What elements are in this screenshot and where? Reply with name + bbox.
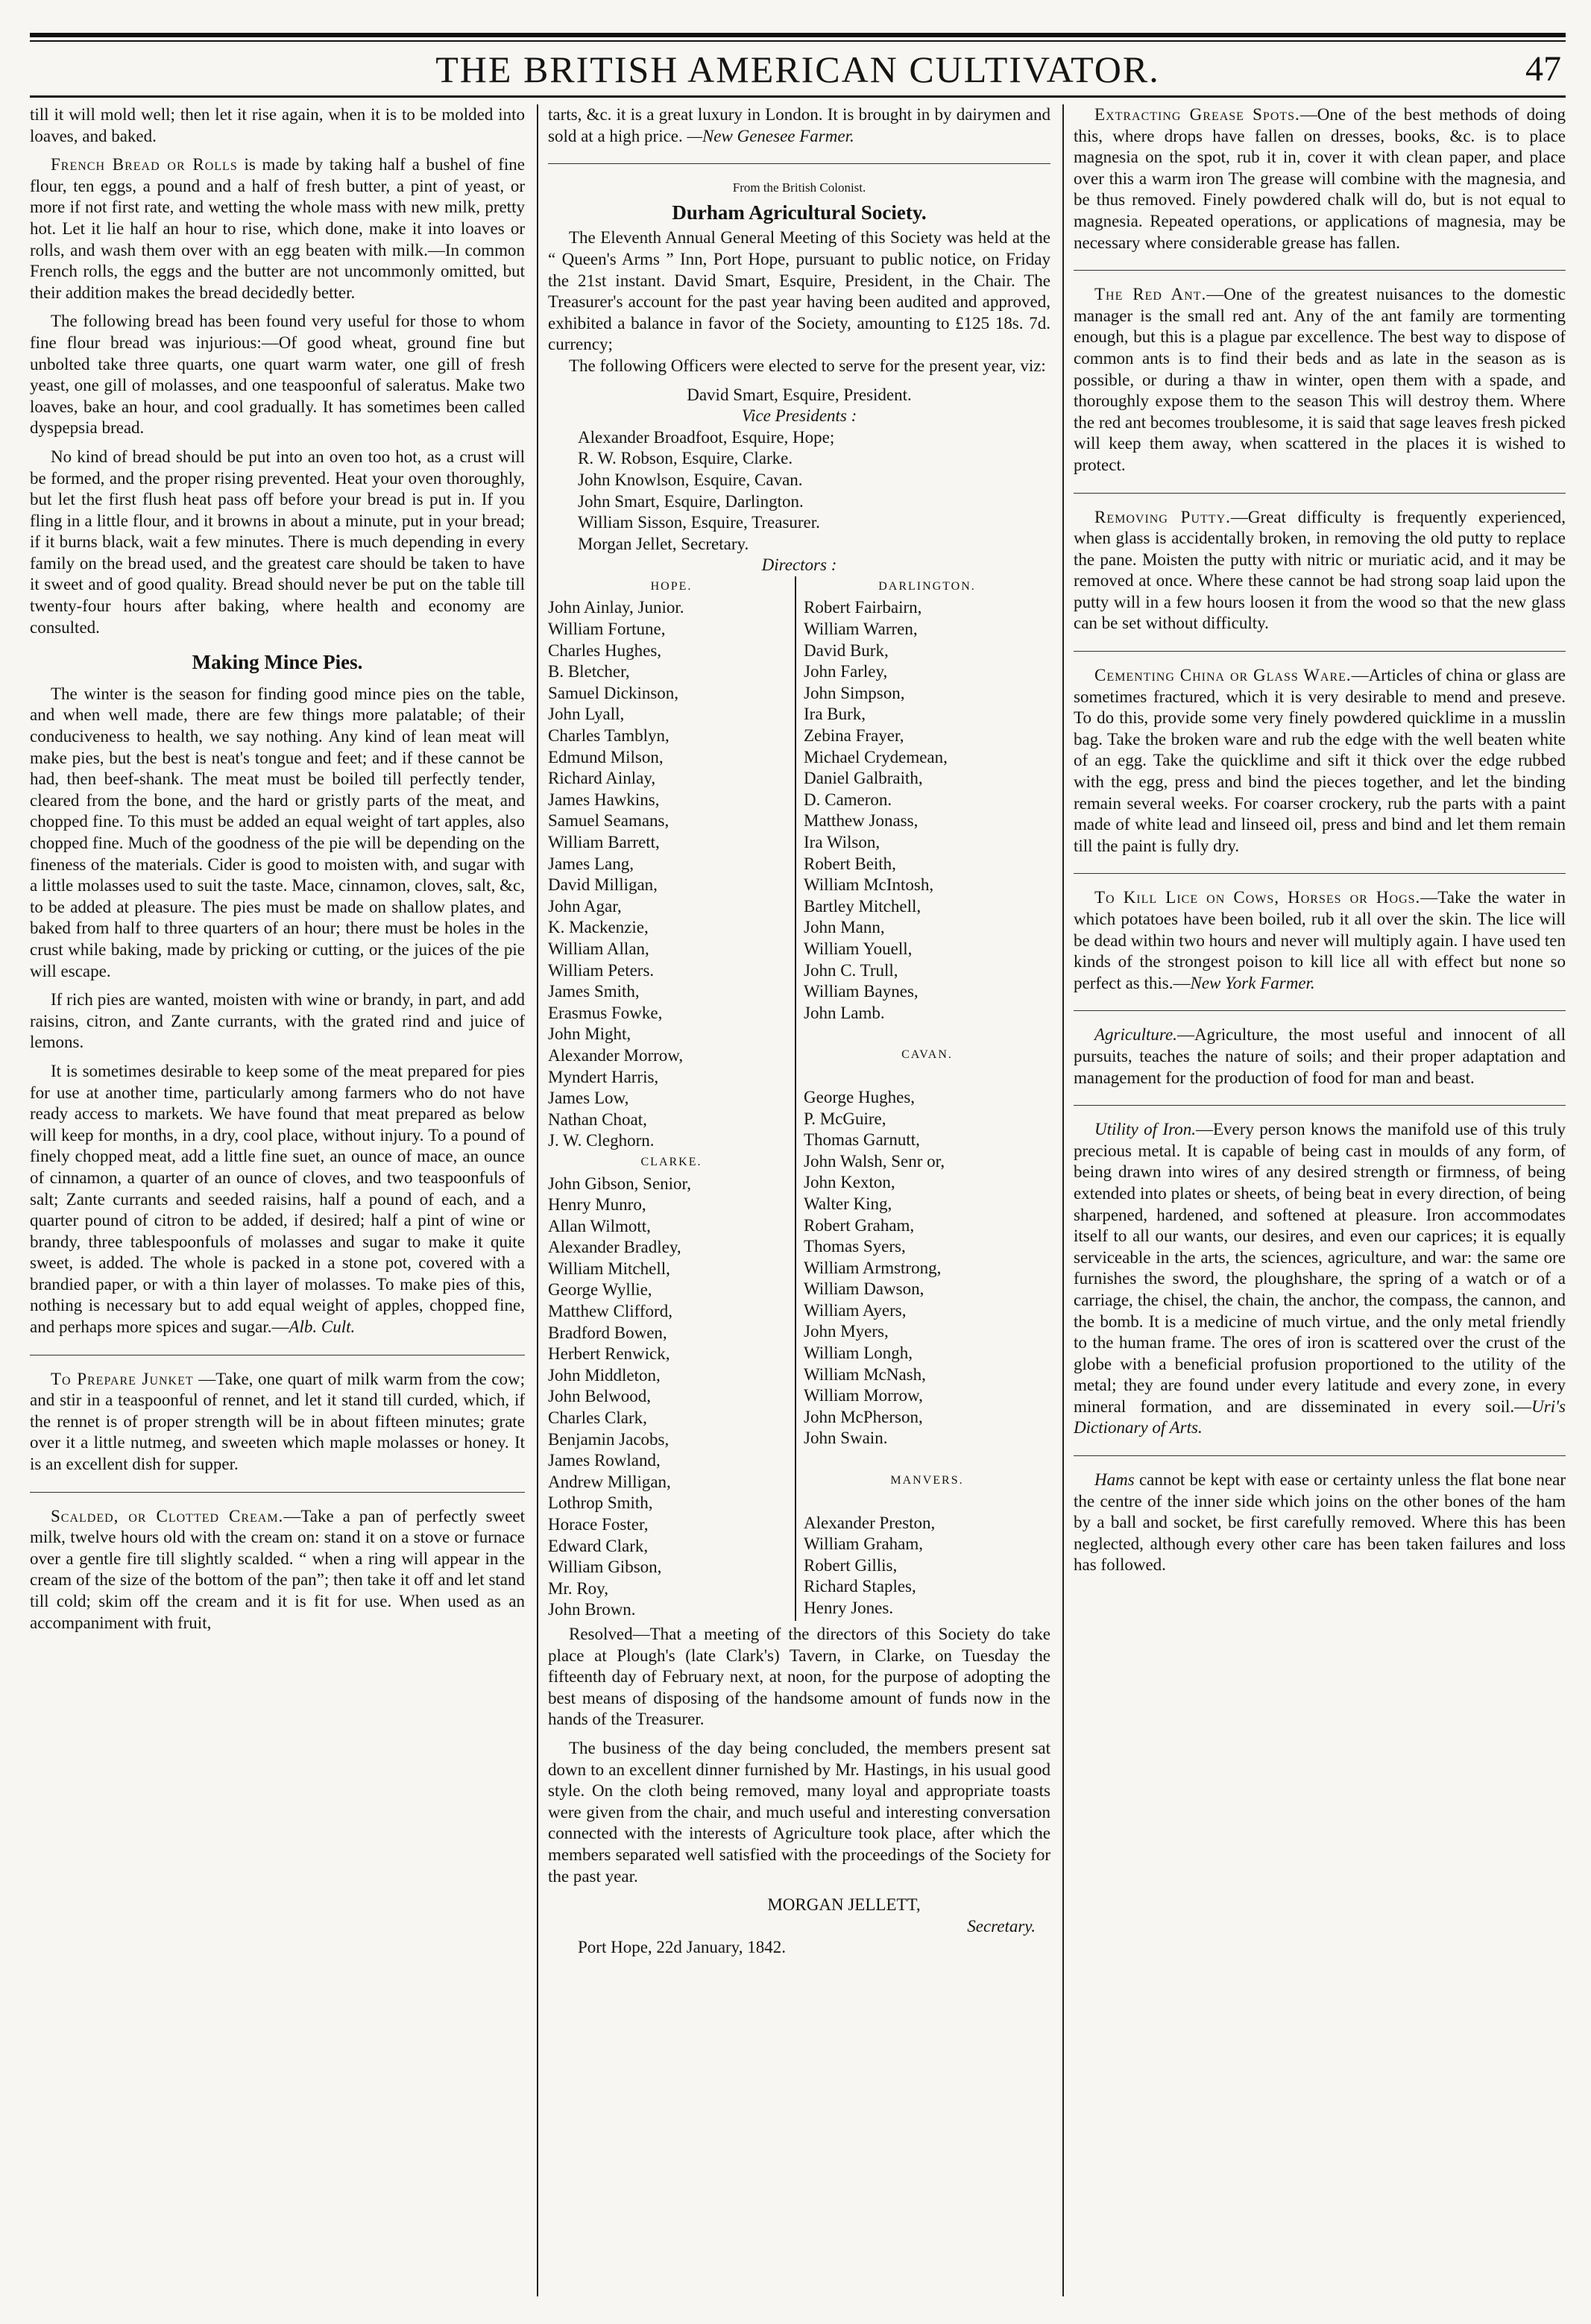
director-name: Benjamin Jacobs, — [548, 1429, 670, 1449]
article-body: —Take the water in which potatoes have been boiled, rub it all over the skin. The lice will be dead within two hours and never will multiply again. I have used ten kinds of the strongest poison to kill lice all with effect but none so perfect as this.— — [1074, 888, 1566, 992]
directors-left-column — [548, 576, 795, 1621]
masthead-title: THE BRITISH AMERICAN CULTIVATOR. — [435, 48, 1160, 90]
director-name: William Allan, — [548, 939, 649, 958]
director-name: Edward Clark, — [548, 1536, 649, 1555]
director-name: John Simpson, — [804, 683, 905, 702]
director-name: William McIntosh, — [804, 875, 934, 895]
director-name: Lothrop Smith, — [548, 1493, 653, 1513]
separator-rule — [1074, 1105, 1566, 1106]
director-name: Richard Staples, — [804, 1577, 916, 1596]
paragraph: No kind of bread should be put into an oven too hot, as a crust will be formed, and the proper rising prevented. Heat your oven thoroughly, but let the first flush heat pass off before your bread is put in. If you fling in a little flour, and it browns in about a minute, put in your bread; if it burns black, wait a few minutes. There is much depending in every family on the bread used, and the greatest care should be taken to have it sweet and of good quality. Bread should never be put on the table till twenty-four hours after baking, where health and economy are consulted. — [30, 447, 525, 637]
separator-rule — [1074, 270, 1566, 271]
director-name: John Agar, — [548, 896, 622, 916]
article-heading: Hams — [1094, 1470, 1135, 1490]
paragraph: Resolved—That a meeting of the directors of this Society do take place at Plough's (late Clark's) Tavern, in Clarke, on Tuesday the fifteenth day of February next, at noon, for the purpose of adopting the best means of disposing of the handsome amount of funds now in the hands of the Treasurer. — [548, 1624, 1050, 1729]
director-name: George Hughes, — [804, 1087, 916, 1106]
director-name: John Middleton, — [548, 1365, 661, 1385]
director-name: D. Cameron. — [804, 790, 892, 809]
director-name: David Burk, — [804, 640, 889, 660]
column-divider — [537, 104, 538, 2296]
separator-rule — [30, 1492, 525, 1493]
newspaper-page — [30, 33, 1566, 2299]
paragraph: The business of the day being concluded, the members present sat down to an excellent dinner furnished by Mr. Hastings, in his usual good style. On the cloth being removed, many loyal and appropriate toasts were given from the chair, and much useful and interesting conversation connected with the interests of Agriculture took place, after which the members separated well satisfied with the proceedings of the Society for the past year. — [548, 1738, 1050, 1886]
director-name: Daniel Galbraith, — [804, 769, 923, 788]
vice-president-line: John Knowlson, Esquire, Cavan. — [578, 470, 803, 489]
director-name: James Rowland, — [548, 1451, 661, 1470]
director-name: James Smith, — [548, 982, 640, 1001]
director-name: Michael Crydemean, — [804, 747, 948, 766]
director-name: Bradford Bowen, — [548, 1323, 667, 1342]
spacer — [804, 1449, 1050, 1470]
director-name: B. Bletcher, — [548, 662, 630, 681]
director-name: John Ainlay, Junior. — [548, 598, 684, 617]
director-name: Edmund Milson, — [548, 747, 664, 766]
director-name: Thomas Garnutt, — [804, 1130, 920, 1150]
director-name: Ira Burk, — [804, 705, 866, 724]
director-name: William Graham, — [804, 1534, 924, 1554]
separator-rule — [1074, 493, 1566, 494]
separator-rule — [548, 163, 1050, 164]
director-name: John Walsh, Senr or, — [804, 1151, 945, 1171]
director-name: Walter King, — [804, 1194, 892, 1213]
article-grease-spots — [1074, 104, 1566, 254]
paragraph — [30, 1061, 525, 1338]
article-clotted-cream — [30, 1506, 525, 1634]
article-hams — [1074, 1470, 1566, 1576]
director-name: K. Mackenzie, — [548, 918, 649, 937]
director-name: John McPherson, — [804, 1407, 923, 1426]
director-name: John Belwood, — [548, 1387, 651, 1406]
director-name: William Baynes, — [804, 982, 919, 1001]
separator-rule — [1074, 1010, 1566, 1011]
directors-right-column — [795, 576, 1050, 1621]
director-name: James Low, — [548, 1089, 629, 1108]
vice-president-line: R. W. Robson, Esquire, Clarke. — [578, 449, 793, 468]
directors-table — [548, 576, 1050, 1621]
group-heading-darlington: DARLINGTON. — [878, 579, 976, 593]
column-divider — [1062, 104, 1064, 2296]
director-name: David Milligan, — [548, 875, 658, 895]
article-body: —One of the best methods of doing this, where drops have fallen on dresses, books, &c. is to place magnesia on the spot, rub it in, cover it with clean paper, and place over this a warm iron The grease will combine with the magnesia, and be thus removed. Finely powdered chalk will do, but is not equal to magnesia. Repeated operations, or applications of magnesia, may be necessary where considerable grease has fallen. — [1074, 105, 1566, 252]
director-name: James Lang, — [548, 854, 634, 873]
top-rule — [30, 33, 1566, 37]
director-name: Charles Hughes, — [548, 640, 662, 660]
source-credit: New York Farmer. — [1190, 973, 1315, 992]
director-name: Robert Fairbairn, — [804, 598, 922, 617]
column-3 — [1074, 104, 1566, 2296]
group-heading-cavan: CAVAN. — [901, 1048, 953, 1062]
paragraph: The following Officers were elected to serve for the present year, viz: — [569, 356, 1046, 375]
director-name: William Morrow, — [804, 1386, 923, 1405]
signature-name: MORGAN JELLETT, — [767, 1895, 921, 1915]
article-junket — [30, 1369, 525, 1476]
vice-president-line: John Smart, Esquire, Darlington. — [578, 491, 804, 511]
director-name: Matthew Clifford, — [548, 1302, 672, 1321]
article-removing-putty — [1074, 507, 1566, 635]
director-name: William Fortune, — [548, 620, 666, 639]
director-name: Robert Gillis, — [804, 1555, 898, 1575]
column-2 — [548, 104, 1050, 2296]
column-1 — [30, 104, 525, 2296]
director-name: Mr. Roy, — [548, 1578, 608, 1598]
article-heading: The Red Ant. — [1094, 285, 1207, 304]
article-body: tarts, &c. it is a great luxury in London. It is brought in by dairymen and sold at a high price. — [548, 105, 1050, 145]
top-rule-thin — [30, 40, 1566, 42]
article-heading: Utility of Iron. — [1094, 1120, 1196, 1139]
article-heading: To Kill Lice on Cows, Horses or Hogs. — [1094, 888, 1421, 907]
group-heading-manvers: MANVERS. — [890, 1474, 964, 1487]
director-name: Zebina Frayer, — [804, 726, 904, 746]
paragraph: till it will mold well; then let it rise again, when it is to be molded into loaves, and baked. — [30, 105, 525, 145]
director-name: John Myers, — [804, 1322, 889, 1341]
director-name: J. W. Cleghorn. — [548, 1131, 655, 1150]
director-name: Henry Jones. — [804, 1599, 894, 1617]
director-name: James Hawkins, — [548, 790, 660, 809]
article-body: It is sometimes desirable to keep some of the meat prepared for pies for use at another time, particularly among farmers who do not have ready access to markets. We have found that meat prepared as below will keep for months, in a dry, cool place, without injury. To a pound of finely chopped meat, add a little fine suet, an ounce of mace, an ounce of cinnamon, a quarter of an ounce of cloves, and two teaspoonfuls of salt; Zante currants and seeded raisins, half a pound of each, and a quarter pound of citron to be added, if desired; half a pint of wine or brandy, three tablespoonfuls of molasses and sugar to make it quite sweet, is added. The whole is packed in a stone pot, covered with a brandied paper, or with a thin layer of molasses. To make pies of this, nothing is necessary but to add equal weight of apples, chopped fine, and perhaps more spices and sugar.— — [30, 1061, 525, 1337]
paragraph: The winter is the season for finding good mince pies on the table, and when well made, there are few things more palatable; of their conduciveness to health, we say nothing. Any kind of lean meat will make pies, but the best is neat's tongue and feet; and if these cannot be had, then beef-shank. The meat must be boiled till perfectly tender, cleared from the bone, and the hard or gristly parts of the meat, and chopped fine. To this must be added an equal weight of tart apples, also chopped fine. Much of the goodness of the pie will be depending on the fineness of the materials. Cider is good to moisten with, and sugar with a little molasses used to suit the taste. Mace, cinnamon, cloves, salt, &c, to be added at pleasure. The pies must be made on shallow plates, and baked from half to three quarters of an hour; there must be holes in the crust while baking, made by pricking or cutting, or the juices of the pie will escape. — [30, 684, 525, 980]
director-name: William Dawson, — [804, 1279, 924, 1299]
vice-president-line: William Sisson, Esquire, Treasurer. — [578, 513, 820, 532]
group-heading-clarke: CLARKE. — [640, 1155, 702, 1168]
director-name: Myndert Harris, — [548, 1067, 659, 1086]
article-cementing-china — [1074, 665, 1566, 857]
source-credit: Uri's Dictionary of Arts. — [1074, 1396, 1566, 1437]
director-name: Erasmus Fowke, — [548, 1003, 663, 1022]
director-name: John Lyall, — [548, 705, 625, 724]
article-body: —One of the greatest nuisances to the domestic manager is the small red ant. Any of the ant family are tormenting enough, but this is a plague par excellence. The best way to dispose of common ants is to find their beds and as late in the season as is possible, or during a thaw in winter, open them with a spade, and thoroughly expose them to the season This will destroy them. Where the red ant becomes troublesome, it is said that sage leaves fresh picked will keep them away, when scattered in the places it is wished to protect. — [1074, 285, 1566, 474]
article-utility-of-iron — [1074, 1119, 1566, 1439]
director-name: P. McGuire, — [804, 1109, 886, 1128]
article-body: —Articles of china or glass are sometimes fractured, which it is very desirable to mend and preseve. To do this, provide some very finely powdered quicklime in a musslin bag. Take the broken ware and rub the edge with the well beaten white of an egg. Take the quicklime and sift it thick over the edge rubbed with the egg, press and bind the pieces together, and let the binding remain several weeks. For coarser crockery, rub the parts with a paint made of white lead and linseed oil, press and bind and let them remain till the paint is fully dry. — [1074, 666, 1566, 855]
director-name: John Brown. — [548, 1600, 636, 1619]
paragraph: The following bread has been found very useful for those to whom fine flour bread was injurious:—Of good wheat, ground fine but unbolted take three quarts, one quart warm water, one gill of fresh yeast, one gill of molasses, and one teaspoonful of saleratus. Make two loaves, bake an hour, and cool gradually. It has sometimes been called dyspepsia bread. — [30, 312, 525, 438]
section-title: Durham Agricultural Society. — [672, 201, 927, 224]
section-title: Making Mince Pies. — [192, 651, 363, 674]
directors-heading: Directors : — [761, 555, 837, 575]
director-name: William Peters. — [548, 960, 655, 980]
article-body: —Take a pan of perfectly sweet milk, twelve hours old with the cream on: stand it on a stove or furnace over a gentle fire till slightly scalded. “ when a ring will appear in the cream of the size of the bottom of the pan”; then take it off and let stand till cold; skim off the cream and it is fit for use. When used as an accompaniment with fruit, — [30, 1506, 525, 1632]
director-name: Ira Wilson, — [804, 833, 880, 851]
director-name: Charles Clark, — [548, 1408, 647, 1428]
director-name: Andrew Milligan, — [548, 1472, 671, 1491]
spacer — [804, 1024, 1050, 1045]
director-name: Bartley Mitchell, — [804, 896, 921, 916]
director-name: William Gibson, — [548, 1558, 662, 1577]
vice-president-line: Alexander Broadfoot, Esquire, Hope; — [578, 427, 835, 447]
article-body: is made by taking half a bushel of fine flour, ten eggs, a pound and a half of fresh butter, a pint of yeast, or more if not first rate, and wetting the whole mass with new milk, pretty hot. Let it lie half an hour to rise, which done, make it into loaves or rolls, and wash them over with an egg beaten with milk.—In common French rolls, the eggs and the butter are not uncommonly omitted, but their addition makes the bread decidedly better. — [30, 155, 525, 302]
director-name: John Lamb. — [804, 1003, 885, 1022]
director-name: Thomas Syers, — [804, 1237, 906, 1256]
director-name: William McNash, — [804, 1364, 926, 1384]
director-name: William Warren, — [804, 620, 918, 639]
separator-rule — [1074, 873, 1566, 874]
article-body: —Take, one quart of milk warm from the cow; and stir in a teaspoonful of rennet, and let it stand till curded, which, if the rennet is of proper strength will be in about fifteen minutes; grate over it a little nutmeg, and sweeten which maple molasses or honey. It is an excellent dish for supper. — [30, 1369, 525, 1474]
director-name: Henry Munro, — [548, 1195, 646, 1215]
director-name: Alexander Morrow, — [548, 1045, 684, 1065]
source-credit: —New Genesee Farmer. — [687, 126, 854, 145]
article-heading: Agriculture. — [1094, 1025, 1177, 1045]
source-line: From the British Colonist. — [732, 180, 866, 195]
director-name: Horace Foster, — [548, 1515, 649, 1534]
paragraph: The Eleventh Annual General Meeting of this Society was held at the “ Queen's Arms ” Inn, Port Hope, pursuant to public notice, on Friday the 21st instant. David Smart, Esquire, President, in the Chair. The Treasurer's account for the past year having been audited and approved, exhibited a balance in favor of the Society, amounting to £125 18s. 7d. currency; — [548, 228, 1050, 354]
director-name: William Youell, — [804, 939, 913, 958]
page-number: 47 — [1525, 49, 1561, 89]
masthead-rule — [30, 95, 1566, 98]
secretary-line: Morgan Jellet, Secretary. — [578, 534, 749, 553]
director-name: John Gibson, Senior, — [548, 1174, 692, 1193]
director-name: John Farley, — [804, 662, 888, 681]
article-body: —Great difficulty is frequently experienced, when glass is accidentally broken, in removing the old putty to replace the pane. Moisten the putty with nitric or muriatic acid, and it may be removed at once. Where these cannot be had strong soap laid upon the putty will in a few hours loosen it from the wood so that the new glass can be set without difficulty. — [1074, 507, 1566, 633]
article-heading: French Bread or Rolls — [51, 155, 238, 174]
article-body: —Agriculture, the most useful and innocent of all pursuits, teaches the nature of soils; and their proper adaptation and management for the production of food for man and beast. — [1074, 1025, 1566, 1087]
separator-rule — [1074, 651, 1566, 652]
director-name: Robert Graham, — [804, 1215, 915, 1235]
article-red-ant — [1074, 284, 1566, 476]
paragraph: If rich pies are wanted, moisten with wine or brandy, in part, and add raisins, citron, and Zante currants, with the grated rind and juice of lemons. — [30, 990, 525, 1052]
dateline: Port Hope, 22d January, 1842. — [578, 1938, 786, 1957]
director-name: Alexander Preston, — [804, 1513, 936, 1532]
director-name: William Longh, — [804, 1344, 913, 1363]
article-body: —Every person knows the manifold use of this truly precious metal. It is capable of being cast in moulds of any form, of being drawn into wires of any desired strength or firmness, of being extended into plates or sheets, of being beat in every direction, of being sharpened, hardened, and softened at pleasure. Iron accommodates itself to all our wants, our desires, and even our caprices; it is equally serviceable in the arts, the sciences, agriculture, and war: the same ore furnishes the sword, the ploughshare, the spring of a watch or of a carriage, the chisel, the chain, the anchor, the compass, the cannon, and the bomb. It is a medicine of much virtue, and the only metal friendly to the human frame. The ores of iron is scattered over the crust of the globe with a beneficial profusion proportioned to the utility of the metal; they are found under every latitude and every zone, in every mineral formation, and are disseminated in every soil.— — [1074, 1120, 1566, 1416]
spacer — [804, 1492, 1050, 1513]
separator-rule — [1074, 1455, 1566, 1456]
director-name: Matthew Jonass, — [804, 811, 919, 831]
article-body: cannot be kept with ease or certainty unless the flat bone near the centre of the inner side which joins on the other bones of the ham by a ball and socket, be first carefully removed. Where this has been neglected, although every other care has been taken failures and loss has followed. — [1074, 1470, 1566, 1575]
director-name: Herbert Renwick, — [548, 1344, 670, 1364]
director-name: John Kexton, — [804, 1173, 895, 1192]
director-name: George Wyllie, — [548, 1280, 652, 1300]
article-agriculture — [1074, 1024, 1566, 1089]
president-line: David Smart, Esquire, President. — [687, 385, 912, 404]
director-name: Alexander Bradley, — [548, 1238, 681, 1257]
source-credit: Alb. Cult. — [289, 1317, 356, 1337]
director-name: William Mitchell, — [548, 1259, 670, 1278]
director-name: John Swain. — [804, 1429, 888, 1448]
article-french-bread — [30, 154, 525, 303]
director-name: John Mann, — [804, 918, 885, 937]
article-heading: Cementing China or Glass Ware. — [1094, 666, 1352, 685]
director-name: Nathan Choat, — [548, 1109, 647, 1129]
director-name: John Might, — [548, 1024, 631, 1044]
article-heading: Removing Putty. — [1094, 507, 1231, 526]
spacer — [804, 1066, 1050, 1087]
vice-presidents-heading: Vice Presidents : — [741, 406, 857, 426]
director-name: Allan Wilmott, — [548, 1216, 651, 1235]
director-name: John C. Trull, — [804, 960, 898, 980]
director-name: Samuel Dickinson, — [548, 683, 679, 702]
director-name: William Armstrong, — [804, 1258, 942, 1277]
group-heading-hope: HOPE. — [650, 579, 693, 593]
director-name: William Barrett, — [548, 833, 660, 851]
article-heading: To Prepare Junket — [51, 1369, 194, 1388]
article-heading: Scalded, or Clotted Cream. — [51, 1506, 284, 1525]
signature-title: Secretary. — [967, 1916, 1036, 1936]
director-name: Samuel Seamans, — [548, 811, 670, 831]
director-name: William Ayers, — [804, 1300, 907, 1320]
director-name: Robert Beith, — [804, 854, 896, 873]
article-kill-lice — [1074, 887, 1566, 994]
article-heading: Extracting Grease Spots. — [1094, 105, 1300, 124]
director-name: Charles Tamblyn, — [548, 726, 670, 746]
paragraph — [548, 104, 1050, 147]
director-name: Richard Ainlay, — [548, 769, 656, 788]
